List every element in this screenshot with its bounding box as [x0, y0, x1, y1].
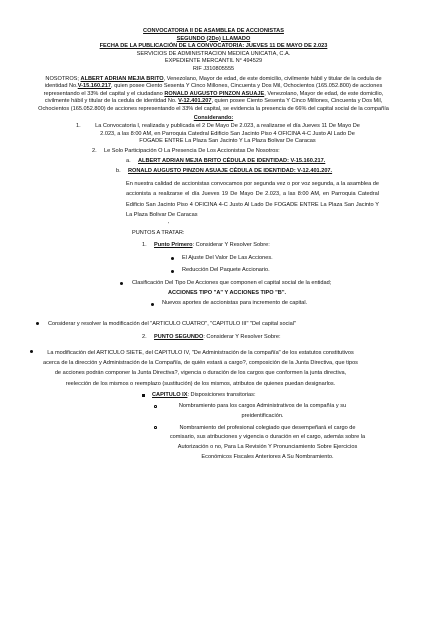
bullet-circle: [154, 426, 157, 429]
item-number: 1.: [142, 242, 147, 249]
considerando-item-1: [34, 123, 393, 146]
rif: RIF J310805555: [192, 65, 235, 72]
p1-bullet-1: [34, 255, 393, 263]
bullet-text: Reducción Del Paquete Accionario.: [182, 267, 270, 274]
bullet-text: Considerar y resolver la modificación del "ARTICULO CUATRO", "CAPITULO III" "Del capital social": [48, 320, 296, 327]
tick-mark: ': [168, 221, 170, 228]
shareholder-name-2: RONALD AUGUSTO PINZON ASUAJE: [164, 90, 265, 97]
document-subtitle: SEGUNDO (2Do) LLAMADO: [176, 35, 251, 42]
considerando-item-2: [34, 148, 393, 156]
subitem-text: RONALD AUGUSTO PINZON ASUAJE CÉDULA DE IDENTIDAD: V-12.401.207.: [128, 168, 333, 175]
subitem-a: [34, 158, 393, 166]
bullet-text: Nombramiento para los cargos Administrativos de la compañía y su preidentificación.: [178, 403, 347, 420]
puntos-heading: PUNTOS A TRATAR:: [132, 229, 185, 236]
bullet-dot: [151, 303, 154, 306]
bullet-dot: [171, 270, 174, 273]
bullet-dot: [120, 282, 123, 285]
cedula-2: V-12.401.207: [178, 98, 212, 105]
item-text: La Convocatoria I, realizada y publicada el 2 De Mayo De 2.023, a realizarse el día Jueves 11 De Mayo De 2.023, a las 8:00 AM, en Parroquia Catedral Edificio San Jacinto Piso 4 OFICINA 4-C Justo Al Lado De FOGADE ENTRE La Plaza San Jacinto Y La Plaza Bolivar De Caracas: [95, 123, 360, 145]
document-title: CONVOCATORIA II DE ASAMBLEA DE ACCIONISTAS: [143, 28, 284, 34]
cedula-1: V-15.160.217: [77, 83, 111, 90]
punto-segundo-label: PUNTO SEGUNDO: [154, 334, 204, 341]
bullet-text: Clasificación Del Tipo De Acciones que componen el capital social de la entidad;: [132, 280, 332, 287]
articulo-siete-bullet: [34, 348, 393, 389]
bullet-text: Nuevos aportes de accionistas para incremento de capital.: [162, 300, 308, 307]
item-text: Le Solo Participación O La Presencia De Los Accionistas De Nosotros:: [104, 147, 280, 154]
cap9-item-1: [34, 402, 393, 421]
bullet-circle: [154, 405, 157, 408]
punto-segundo: 2. PUNTO SEGUNDO: Considerar Y Resolver Sobre:: [142, 334, 281, 341]
nuevos-aportes-bullet: [34, 300, 393, 308]
cap9-item-2: [34, 424, 393, 463]
subitem-marker: a.: [126, 157, 131, 164]
shareholder-name-1: ALBERT ADRIAN MEJIA BRITO: [80, 75, 164, 82]
acciones-tipo: ACCIONES TIPO "A" Y ACCIONES TIPO "B".: [168, 289, 287, 296]
bullet-dot: [30, 350, 33, 353]
company-name: SERVICIOS DE ADMINISTRACION MEDICA UNICATIA, C.A.: [136, 50, 291, 57]
quality-paragraph: En nuestra calidad de accionistas convocamos por segunda vez o por voz segunda, a la asamblea de accionista a realizarse el día Jueves 19 De Mayo De 2.023, a las 8:00 AM, en Parroquia Catedral Edificio San Jacinto Piso 4 OFICINA 4-C Justo Al Lado De FOGADE ENTRE La Plaza San Jacinto Y La Plaza Bolivar De Caracas: [126, 180, 379, 219]
item-number: 2.: [142, 334, 147, 341]
bullet-text: El Ajuste Del Valor De Las Acciones.: [182, 254, 273, 261]
subitem-text: ALBERT ADRIAN MEJIA BRITO CÉDULA DE IDENTIDAD: V-15.160.217.: [138, 157, 326, 164]
subitem-b: [34, 168, 393, 176]
bullet-square: [142, 394, 145, 397]
item-number: 1.: [76, 123, 81, 130]
considerando-heading: Considerando:: [193, 114, 234, 121]
item-number: 2.: [92, 147, 97, 154]
expediente: EXPEDIENTE MERCANTIL N° 494529: [164, 58, 263, 65]
punto-primero: 1. Punto Primero: Considerar Y Resolver Sobre:: [142, 242, 270, 249]
bullet-text: Nombramiento del profesional colegiado que desempeñará el cargo de comisario, sus atribuciones y vigencia o duración en el cargo, además sobre la Autorización o no, Para La Revisión Y Pronunciamiento Sobre Ejercicios Económicos Fiscales Anteriores A Su Nombramiento.: [169, 424, 366, 461]
bullet-text: La modificación del ARTICULO SIETE, del CAPITULO IV, "De Administración de la compañía" de los estatutos constitutivos acerca de la dirección y Administración de la Compañía, de quién estará a cargo?, composición de la Junta Directiva, que tipos de acciones podrán componer la Junta Directiva?, vigencia o duración de los cargos que conformen la junta directiva, reelección de los mismos o reemplazo (sustitución) de los mismos, atributos de quienes puedan designarlos.: [43, 350, 358, 387]
publication-date: FECHA DE LA PUBLICACIÓN DE LA CONVOCATORIA: JUEVES 11 DE MAYO DE 2.023: [99, 43, 328, 50]
clasificacion-bullet: [34, 280, 393, 288]
bullet-dot: [36, 322, 39, 325]
capitulo-ix: CAPITULO IX: Disposiciones transitorias:: [34, 392, 393, 400]
punto-primero-label: Punto Primero: [154, 242, 193, 249]
capitulo-ix-label: CAPITULO IX: [152, 391, 188, 398]
intro-paragraph: NOSOTROS; ALBERT ADRIAN MEJIA BRITO, Venezolano, Mayor de edad, de este domicilio, civilmente hábil y titular de la cedula de identidad No.V-15.160.217, quien posee Ciento Sesenta Y Cinco Millones, Cincuenta y Dos Mil, Ochocientos (165.052.800) de acciones representando el 33% del capital y el ciudadano RONALD AUGUSTO PINZON ASUAJE, Venezolano, Mayor de edad, de este domicilio, civilmente hábil y titular de la cedula de identidad No. V-12.401.207, quien posee Ciento Sesenta Y Cinco Millones, Cincuenta y Dos Mil, Ochocientos (165.052.800) de acciones representando el 33% del capital, se evidencia la presencia de 66% del capital social de la compañía: [38, 75, 389, 112]
subitem-marker: b.: [116, 168, 121, 175]
p1-bullet-2: [34, 267, 393, 275]
bullet-dot: [171, 257, 174, 260]
articulo-cuatro-bullet: [34, 320, 393, 329]
